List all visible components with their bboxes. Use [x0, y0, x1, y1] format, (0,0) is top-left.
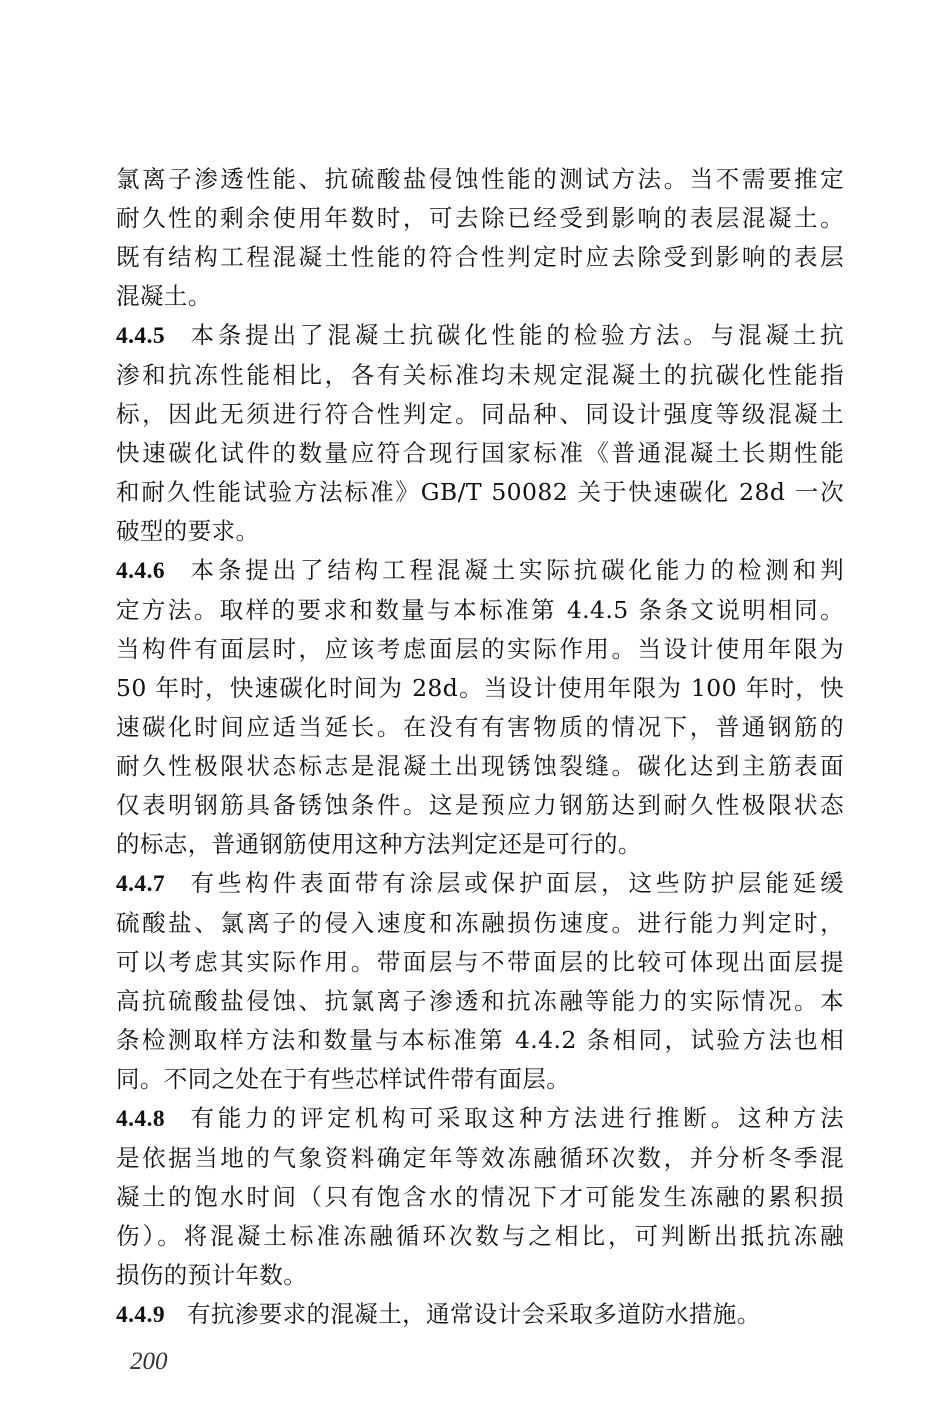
- line-text: 是依据当地的气象资料确定年等效冻融循环次数，并分析冬季混: [116, 1144, 844, 1172]
- text-line: [116, 1021, 844, 1060]
- text-line: [116, 395, 844, 434]
- text-line: [116, 786, 844, 825]
- text-line: [116, 277, 844, 316]
- text-line: [116, 160, 844, 199]
- line-text: 本条提出了结构工程混凝土实际抗碳化能力的检测和判: [187, 556, 844, 584]
- line-text: 速碳化时间应适当延长。在没有有害物质的情况下，普通钢筋的: [116, 713, 844, 741]
- line-text: 仅表明钢筋具备锈蚀条件。这是预应力钢筋达到耐久性极限状态: [116, 791, 844, 819]
- line-text: 当构件有面层时，应该考虑面层的实际作用。当设计使用年限为: [116, 635, 844, 663]
- line-text: 氯离子渗透性能、抗硫酸盐侵蚀性能的测试方法。当不需要推定: [116, 165, 844, 193]
- page-number: 200: [130, 1348, 168, 1375]
- text-line: [116, 1256, 844, 1295]
- line-text: 耐久性的剩余使用年数时，可去除已经受到影响的表层混凝土。: [116, 204, 844, 232]
- text-line: [116, 434, 844, 473]
- line-text: 既有结构工程混凝土性能的符合性判定时应去除受到影响的表层: [116, 243, 844, 271]
- line-text: 和耐久性能试验方法标准》GB/T 50082 关于快速碳化 28d 一次: [116, 478, 844, 506]
- line-text: 耐久性极限状态标志是混凝土出现锈蚀裂缝。碳化达到主筋表面: [116, 752, 844, 780]
- text-line: [116, 356, 844, 395]
- text-line: [116, 1099, 844, 1139]
- clause-4-4-7: [116, 864, 844, 1099]
- line-text: 50 年时，快速碳化时间为 28d。当设计使用年限为 100 年时，快: [116, 674, 844, 702]
- text-line: [116, 982, 844, 1021]
- line-text: 同。不同之处在于有些芯样试件带有面层。: [116, 1065, 571, 1093]
- text-line: [116, 1178, 844, 1217]
- line-text: 有些构件表面带有涂层或保护面层，这些防护层能延缓: [187, 869, 844, 897]
- line-text: 的标志，普通钢筋使用这种方法判定还是可行的。: [116, 830, 642, 858]
- text-line: [116, 630, 844, 669]
- clause-number: 4.4.6: [116, 558, 165, 584]
- clause-4-4-6: [116, 551, 844, 864]
- clause-number: 4.4.7: [116, 871, 165, 897]
- text-line: [116, 591, 844, 630]
- clause-number: 4.4.9: [116, 1302, 165, 1328]
- clause-4-4-5: [116, 316, 844, 551]
- line-text: 凝土的饱水时间（只有饱含水的情况下才可能发生冻融的累积损: [116, 1183, 844, 1211]
- text-line: [116, 1217, 844, 1256]
- line-text: 标，因此无须进行符合性判定。同品种、同设计强度等级混凝土: [116, 400, 844, 428]
- text-line: [116, 864, 844, 904]
- line-text: 有能力的评定机构可采取这种方法进行推断。这种方法: [187, 1104, 844, 1132]
- line-text: 伤）。将混凝土标准冻融循环次数与之相比，可判断出抵抗冻融: [116, 1222, 844, 1250]
- text-line: [116, 1295, 844, 1335]
- text-line: [116, 316, 844, 356]
- line-text: 高抗硫酸盐侵蚀、抗氯离子渗透和抗冻融等能力的实际情况。本: [116, 987, 844, 1015]
- text-line: [116, 551, 844, 591]
- clause-number: 4.4.5: [116, 323, 165, 349]
- text-line: [116, 825, 844, 864]
- line-text: 损伤的预计年数。: [116, 1261, 308, 1289]
- text-line: [116, 943, 844, 982]
- text-line: [116, 1060, 844, 1099]
- line-text: 混凝土。: [116, 282, 212, 310]
- line-text: 渗和抗冻性能相比，各有关标准均未规定混凝土的抗碳化性能指: [116, 361, 844, 389]
- text-line: [116, 708, 844, 747]
- line-text: 快速碳化试件的数量应符合现行国家标准《普通混凝土长期性能: [116, 439, 844, 467]
- text-line: [116, 199, 844, 238]
- line-text: 定方法。取样的要求和数量与本标准第 4.4.5 条条文说明相同。: [116, 596, 844, 624]
- line-text: 硫酸盐、氯离子的侵入速度和冻融损伤速度。进行能力判定时，: [116, 909, 844, 937]
- paragraph-continued: [116, 160, 844, 316]
- clause-4-4-8: [116, 1099, 844, 1295]
- line-text: 本条提出了混凝土抗碳化性能的检验方法。与混凝土抗: [187, 321, 844, 349]
- body-text: [116, 160, 844, 1335]
- line-text: 条检测取样方法和数量与本标准第 4.4.2 条相同，试验方法也相: [116, 1026, 844, 1054]
- clause-4-4-9: [116, 1295, 844, 1335]
- text-line: [116, 747, 844, 786]
- text-line: [116, 1139, 844, 1178]
- text-line: [116, 473, 844, 512]
- text-line: [116, 669, 844, 708]
- text-line: [116, 238, 844, 277]
- line-text: 可以考虑其实际作用。带面层与不带面层的比较可体现出面层提: [116, 948, 844, 976]
- line-text: 破型的要求。: [116, 517, 260, 545]
- line-text: 有抗渗要求的混凝土，通常设计会采取多道防水措施。: [187, 1300, 761, 1328]
- clause-number: 4.4.8: [116, 1106, 165, 1132]
- text-line: [116, 904, 844, 943]
- text-line: [116, 512, 844, 551]
